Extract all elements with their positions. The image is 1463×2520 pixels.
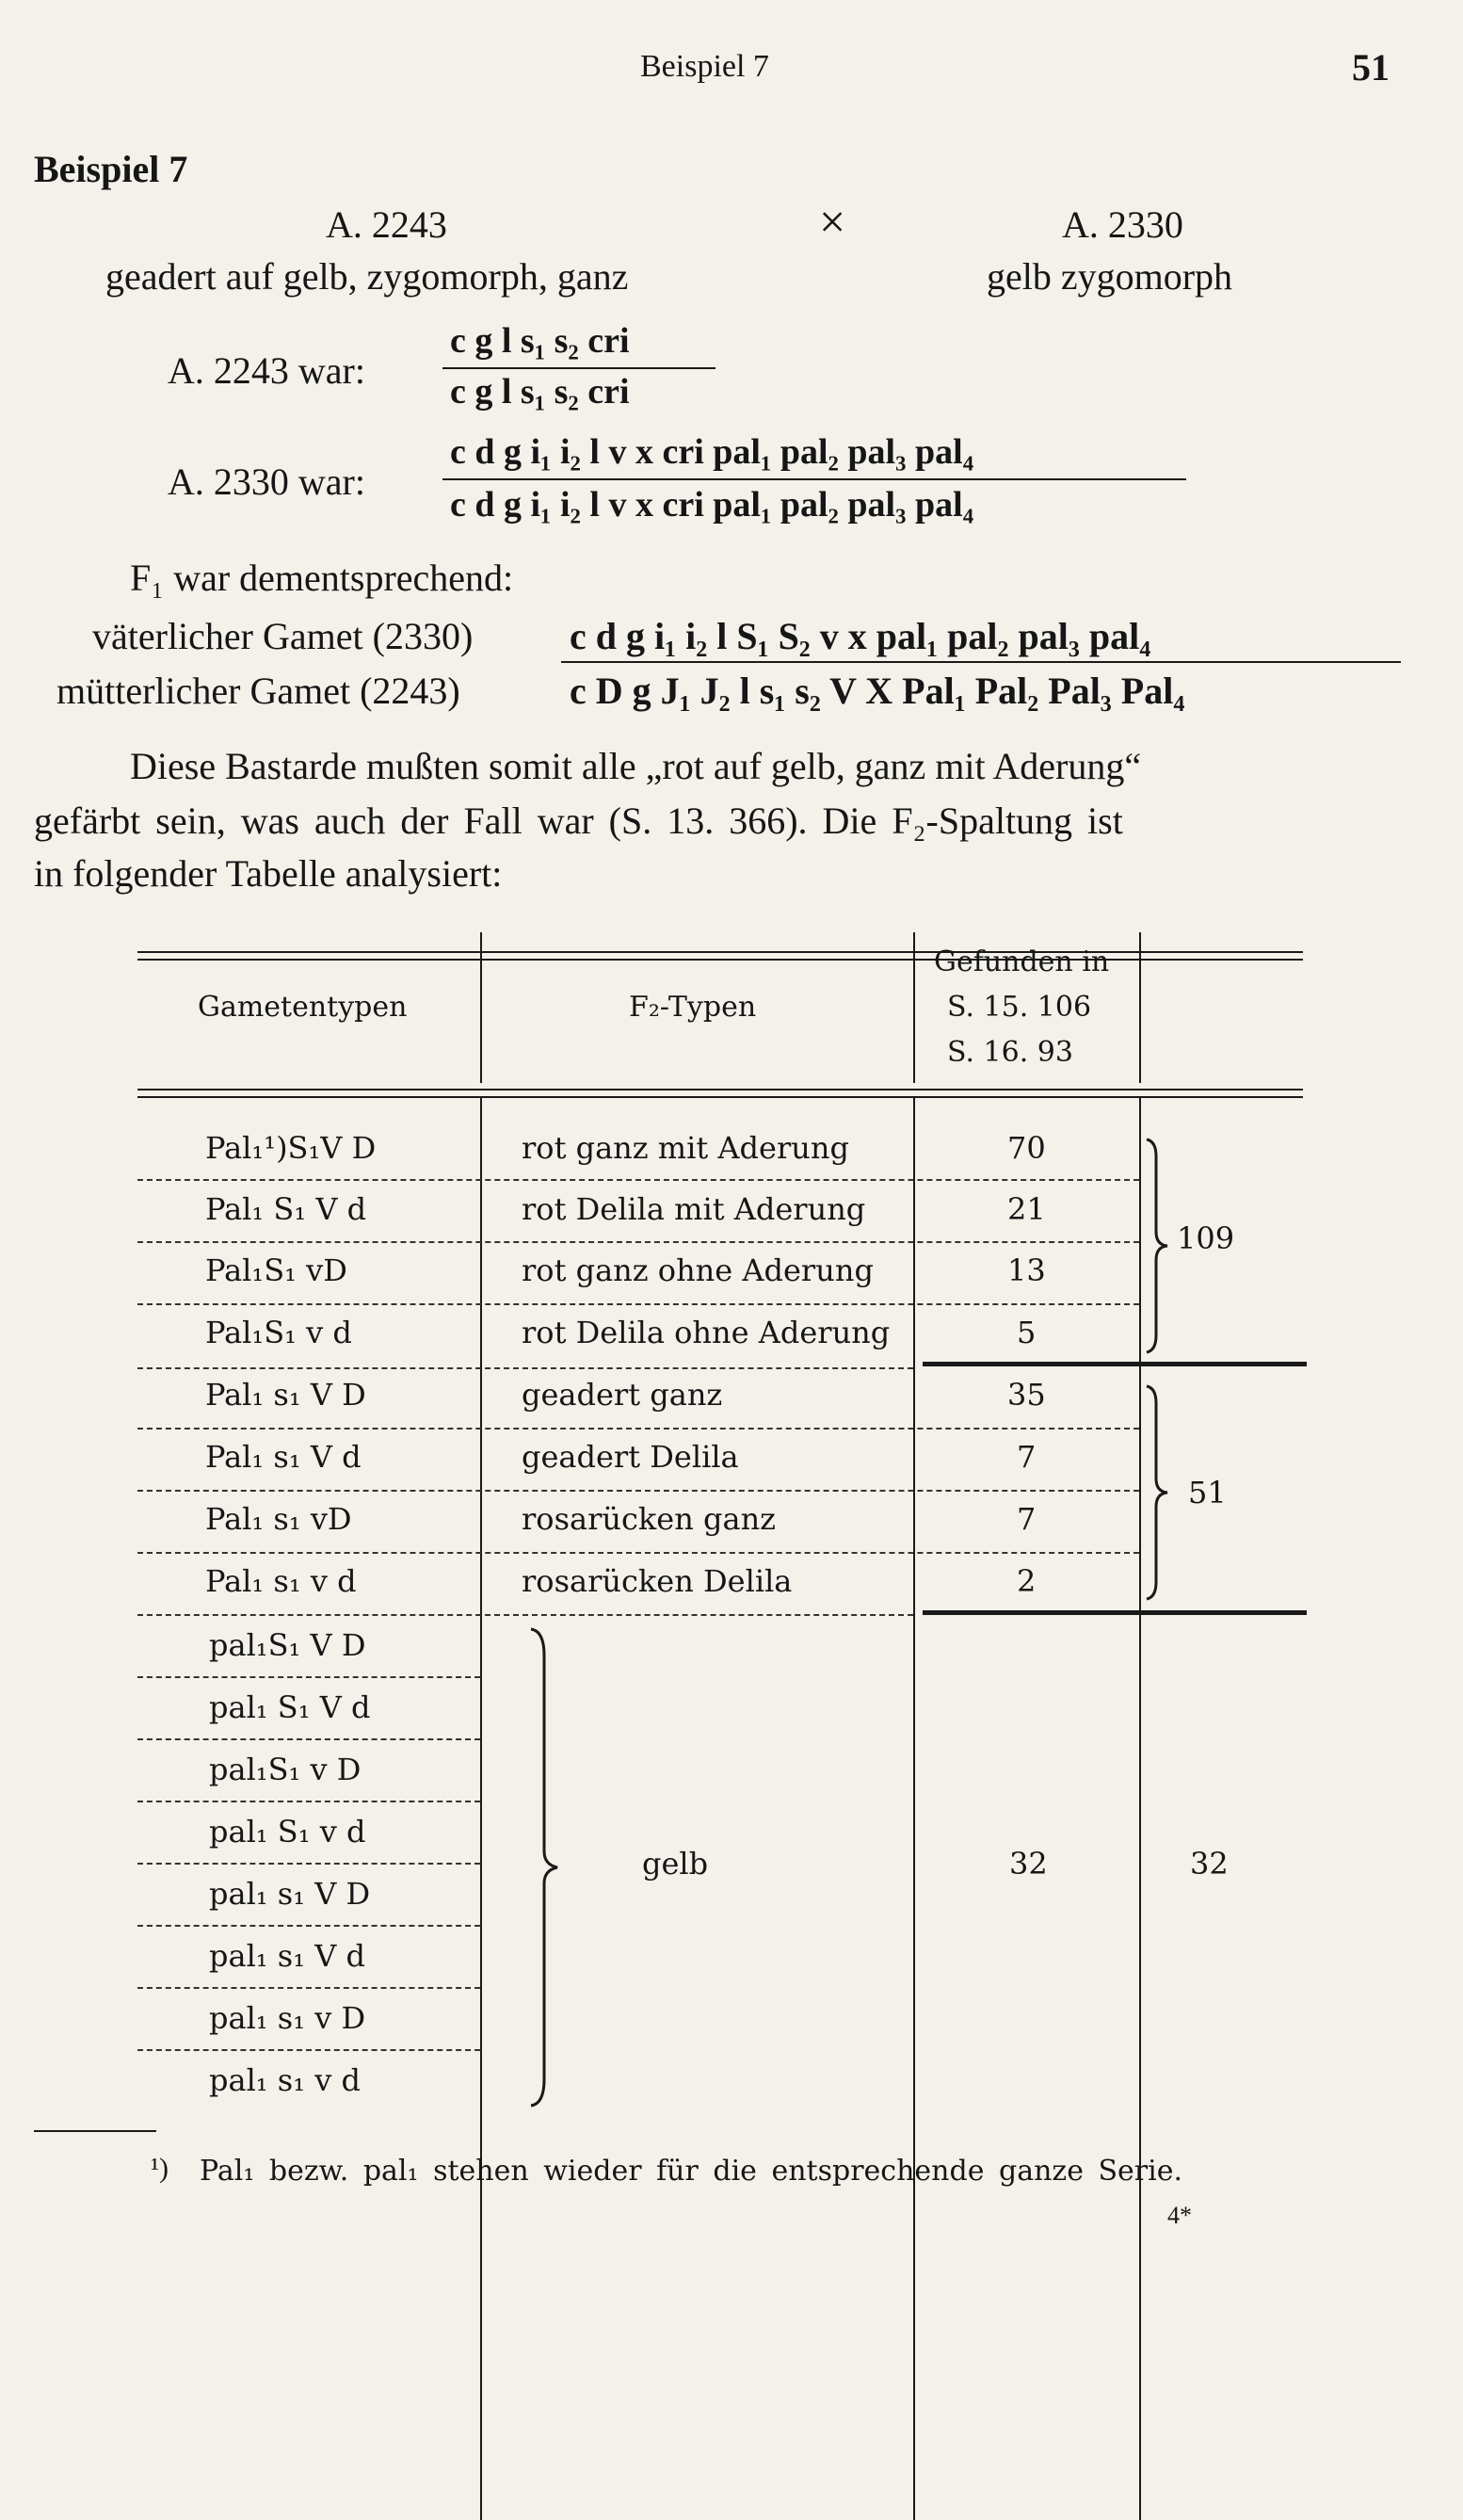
gamete-cell: pal₁ s₁ v D — [209, 2000, 366, 2036]
group2-total: 51 — [1188, 1475, 1227, 1510]
header-found-1: Gefunden in — [934, 945, 1110, 978]
row-separator — [137, 1738, 480, 1740]
count-cell: 7 — [1017, 1439, 1037, 1475]
gamete-cell: pal₁S₁ V D — [209, 1627, 366, 1663]
type-cell: geadert Delila — [522, 1439, 739, 1475]
header-divider-3 — [1139, 932, 1141, 1083]
gamete-cell: pal₁ S₁ v d — [209, 1814, 366, 1850]
paragraph-line-3: in folgender Tabelle analysiert: — [34, 852, 503, 895]
paragraph-line-2: gefärbt sein, was auch der Fall war (S. 13. 366). Die F₂-Spaltung ist — [34, 800, 1123, 842]
header-found-3: S. 16. 93 — [947, 1036, 1073, 1069]
row-separator — [137, 1676, 480, 1678]
formula1-fraction-bar — [442, 367, 715, 369]
header-divider-2 — [913, 932, 915, 1083]
row-separator — [137, 1925, 480, 1927]
count-cell: 35 — [1007, 1377, 1046, 1413]
type-cell: rot Delila ohne Aderung — [522, 1315, 891, 1350]
row-separator — [137, 1801, 480, 1802]
row-separator — [137, 1179, 1139, 1181]
maternal-gamete-formula: c D g J₁ J₂ l s₁ s₂ V X Pal₁ Pal₂ Pal₃ Pal₄ — [570, 670, 1185, 712]
gamete-cell: Pal₁ s₁ vD — [205, 1501, 352, 1537]
gamete-cell: pal₁ s₁ v d — [209, 2062, 361, 2098]
type-cell: rot Delila mit Aderung — [522, 1191, 866, 1227]
footnote-mark: ¹) — [151, 2153, 169, 2184]
row-separator — [137, 2049, 480, 2051]
count-cell: 21 — [1007, 1191, 1046, 1227]
paternal-gamete-formula: c d g i₁ i₂ l S₁ S₂ v x pal₁ pal₂ pal₃ pal₄ — [570, 615, 1151, 657]
gamete-cell: pal₁ s₁ V D — [209, 1876, 371, 1912]
count-cell: 13 — [1007, 1252, 1046, 1288]
cross-right-name: A. 2330 — [1062, 203, 1183, 246]
cross-left-name: A. 2243 — [326, 203, 447, 246]
gamete-cell: Pal₁¹)S₁V D — [205, 1130, 377, 1166]
count-cell: 70 — [1007, 1130, 1046, 1166]
running-title: Beispiel 7 — [640, 49, 769, 84]
header-divider-1 — [480, 932, 482, 1083]
group1-separator — [137, 1367, 913, 1369]
row-separator — [137, 1863, 480, 1865]
footnote-text: Pal₁ bezw. pal₁ stehen wieder für die entsprechende ganze Serie. — [200, 2155, 1183, 2188]
header-found-2: S. 15. 106 — [947, 991, 1092, 1024]
gamete-cell: pal₁ S₁ V d — [209, 1689, 371, 1725]
cross-right-desc: gelb zygomorph — [987, 255, 1233, 298]
footnote-rule — [34, 2130, 156, 2132]
count-cell: 2 — [1017, 1563, 1037, 1599]
group3-type: gelb — [642, 1846, 709, 1882]
header-bottom-rule — [137, 1089, 1303, 1090]
group1-thick-rule — [923, 1362, 1307, 1366]
row-separator — [137, 1987, 480, 1989]
cross-left-desc: geadert auf gelb, zygomorph, ganz — [105, 255, 629, 298]
formula1-top: c g l s₁ s₂ cri — [450, 321, 630, 361]
maternal-gamete-label: mütterlicher Gamet (2243) — [56, 670, 460, 712]
gamete-fraction-bar — [561, 661, 1401, 663]
type-cell: rosarücken ganz — [522, 1501, 777, 1537]
group3-count: 32 — [1009, 1846, 1048, 1882]
count-cell: 7 — [1017, 1501, 1037, 1537]
header-f2-types: F₂-Typen — [629, 991, 757, 1024]
gamete-cell: Pal₁S₁ vD — [205, 1252, 347, 1288]
table-top-rule-2 — [137, 959, 1303, 961]
page-number: 51 — [1352, 46, 1390, 89]
gamete-cell: Pal₁ s₁ v d — [205, 1563, 357, 1599]
body-divider-1 — [480, 1098, 482, 2520]
type-cell: geadert ganz — [522, 1377, 723, 1413]
count-cell: 5 — [1017, 1315, 1037, 1350]
row-separator — [137, 1490, 1139, 1492]
formula2-bottom: c d g i₁ i₂ l v x cri pal₁ pal₂ pal₃ pal₄ — [450, 485, 974, 525]
paternal-gamete-label: väterlicher Gamet (2330) — [92, 615, 474, 657]
gamete-cell: pal₁ s₁ V d — [209, 1938, 365, 1974]
f1-line: F₁ war dementsprechend: — [130, 557, 514, 599]
gamete-cell: Pal₁ s₁ V d — [205, 1439, 362, 1475]
row-separator — [137, 1241, 1139, 1243]
group3-total: 32 — [1190, 1846, 1229, 1882]
signature-mark: 4* — [1167, 2202, 1192, 2229]
gamete-cell: Pal₁ s₁ V D — [205, 1377, 366, 1413]
group2-separator — [137, 1614, 913, 1616]
header-gametes: Gametentypen — [198, 991, 408, 1024]
formula1-label: A. 2243 war: — [168, 349, 365, 392]
gamete-cell: Pal₁S₁ v d — [205, 1315, 352, 1350]
type-cell: rot ganz mit Aderung — [522, 1130, 849, 1166]
group2-thick-rule — [923, 1610, 1307, 1615]
type-cell: rosarücken Delila — [522, 1563, 793, 1599]
row-separator — [137, 1428, 1139, 1430]
formula1-bottom: c g l s₁ s₂ cri — [450, 372, 630, 412]
cross-symbol: × — [819, 195, 846, 248]
paragraph-line-1: Diese Bastarde mußten somit alle „rot auf gelb, ganz mit Aderung“ — [130, 745, 1142, 787]
body-divider-2 — [913, 1098, 915, 2520]
type-cell: rot ganz ohne Aderung — [522, 1252, 874, 1288]
row-separator — [137, 1552, 1139, 1554]
formula2-label: A. 2330 war: — [168, 460, 365, 503]
group1-total: 109 — [1177, 1220, 1235, 1256]
formula2-top: c d g i₁ i₂ l v x cri pal₁ pal₂ pal₃ pal₄ — [450, 432, 974, 472]
body-divider-3 — [1139, 1098, 1141, 2520]
header-bottom-rule-2 — [137, 1096, 1303, 1098]
table-top-rule — [137, 951, 1303, 953]
gamete-cell: pal₁S₁ v D — [209, 1752, 362, 1787]
row-separator — [137, 1303, 1139, 1305]
gamete-cell: Pal₁ S₁ V d — [205, 1191, 367, 1227]
formula2-fraction-bar — [442, 478, 1186, 480]
section-title: Beispiel 7 — [34, 148, 188, 190]
